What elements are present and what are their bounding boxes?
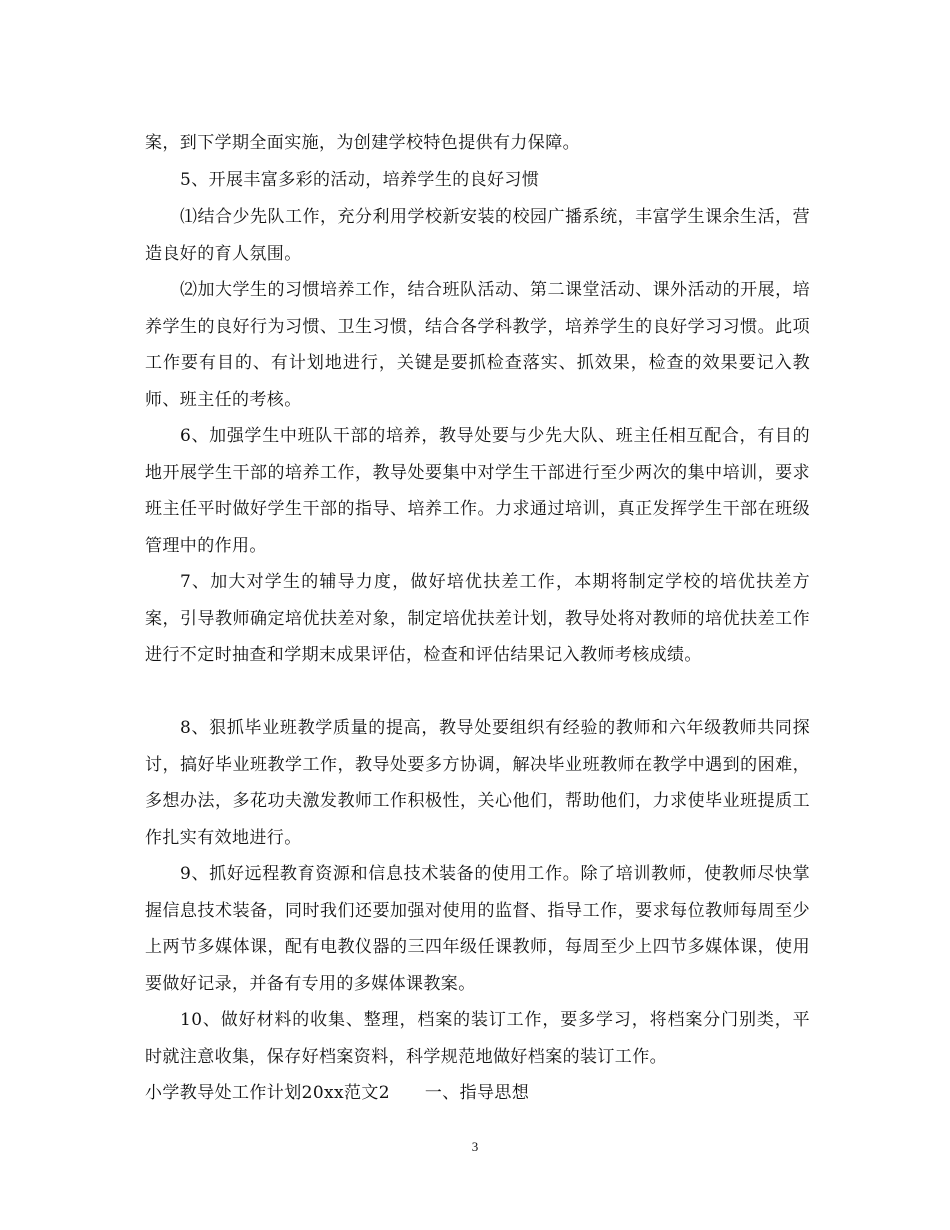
paragraph-continuation: 案，到下学期全面实施，为创建学校特色提供有力保障。 — [145, 133, 580, 153]
paragraph-item-7: 7、加大对学生的辅导力度，做好培优扶差工作，本期将制定学校的培优扶差方案，引导教师确定培优扶差对象，制定培优扶差计划，教导处将对教师的培优扶差工作进行不定时抽查和学期末成果评估，检查和评估结果记入教师考核成绩。 — [145, 572, 810, 665]
paragraph-item-5-heading: 5、开展丰富多彩的活动，培养学生的良好习惯 — [180, 170, 540, 190]
section-heading: 小学教导处工作计划20xx范文2 一、指导思想 — [145, 1083, 530, 1103]
paragraph-item-8: 8、狠抓毕业班教学质量的提高，教导处要组织有经验的教师和六年级教师共同探讨，搞好毕业班教学工作，教导处要多方协调，解决毕业班教师在教学中遇到的困难，多想办法，多花功夫激发教师工作积极性，关心他们，帮助他们，力求使毕业班提质工作扎实有效地进行。 — [145, 718, 810, 848]
paragraph-item-5-2: ⑵加大学生的习惯培养工作，结合班队活动、第二课堂活动、课外活动的开展，培养学生的良好行为习惯、卫生习惯，结合各学科教学，培养学生的良好学习习惯。此项工作要有目的、有计划地进行，关键是要抓检查落实、抓效果，检查的效果要记入教师、班主任的考核。 — [145, 280, 810, 410]
paragraph-item-5-1: ⑴结合少先队工作，充分利用学校新安装的校园广播系统，丰富学生课余生活，营造良好的育人氛围。 — [145, 207, 810, 264]
paragraph-item-9: 9、抓好远程教育资源和信息技术装备的使用工作。除了培训教师，使教师尽快掌握信息技术装备，同时我们还要加强对使用的监督、指导工作，要求每位教师每周至少上两节多媒体课，配有电教仪器的三四年级任课教师，每周至少上四节多媒体课，使用要做好记录，并备有专用的多媒体课教案。 — [145, 864, 810, 994]
paragraph-item-10: 10、做好材料的收集、整理，档案的装订工作，要多学习，将档案分门别类，平时就注意收集，保存好档案资料，科学规范地做好档案的装订工作。 — [145, 1010, 810, 1067]
page-number: 3 — [471, 1139, 479, 1154]
paragraph-item-6: 6、加强学生中班队干部的培养，教导处要与少先大队、班主任相互配合，有目的地开展学生干部的培养工作，教导处要集中对学生干部进行至少两次的集中培训，要求班主任平时做好学生干部的指导、培养工作。力求通过培训，真正发挥学生干部在班级管理中的作用。 — [145, 426, 810, 556]
